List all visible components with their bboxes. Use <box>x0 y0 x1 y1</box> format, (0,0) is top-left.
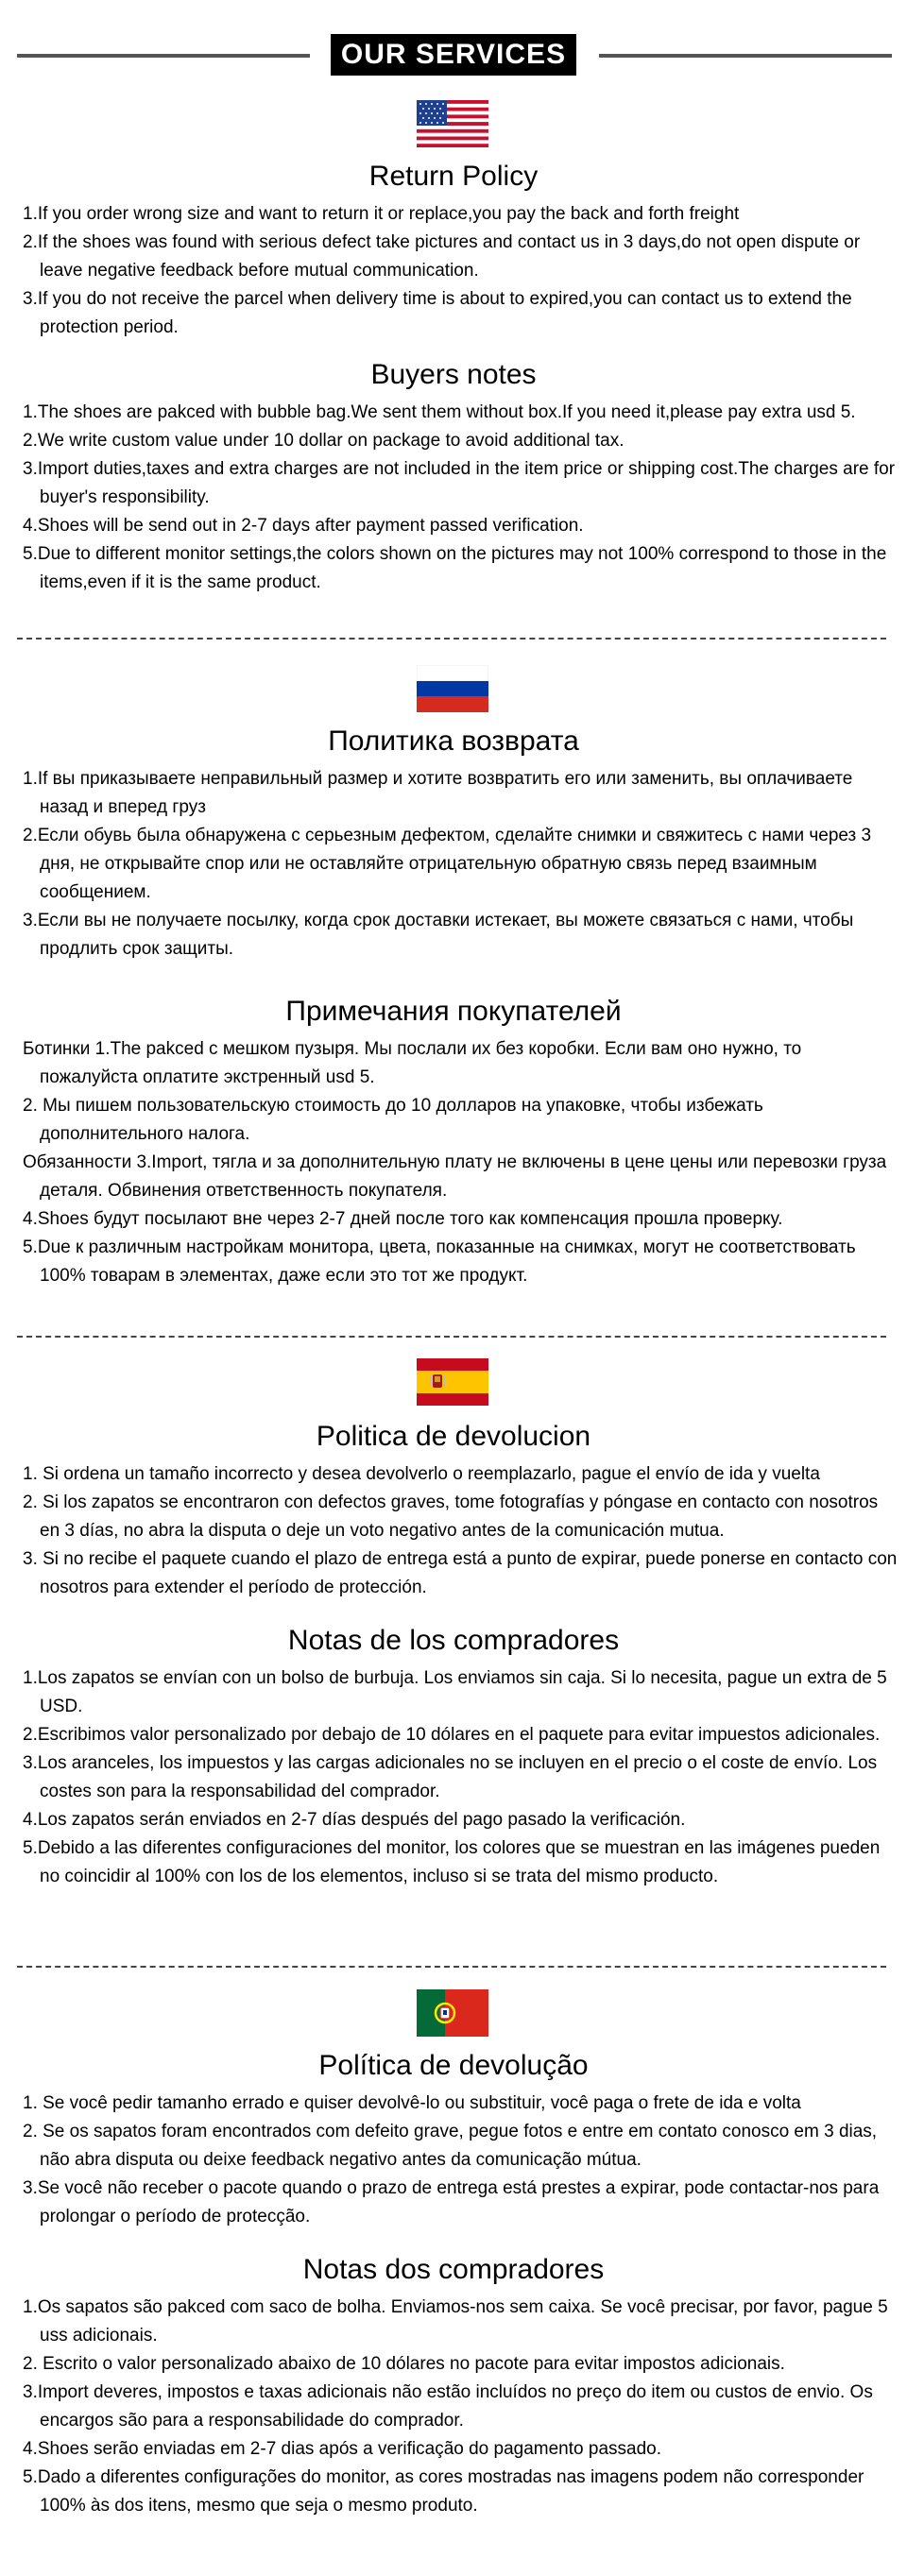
buyers-notes-list-es <box>23 1664 901 1891</box>
buyers-notes-title-pt: Notas dos compradores <box>302 2254 605 2285</box>
return-policy-list-pt <box>23 2090 901 2231</box>
russia-flag-icon <box>417 665 488 712</box>
list-item: 1.Los zapatos se envían con un bolso de burbuja. Los enviamos sin caja. Si lo necesita, pague un extra de 5 USD. <box>23 1668 887 1716</box>
buyers-notes-list-en <box>23 399 901 597</box>
services-header <box>0 34 907 76</box>
buyers-notes-list-ru <box>23 1035 901 1290</box>
return-policy-title-en: Return Policy <box>368 161 539 192</box>
header-rule-right <box>599 54 892 58</box>
buyers-notes-title-en: Buyers notes <box>370 359 537 390</box>
list-item: 1. Se você pedir tamanho errado e quiser devolvê-lo ou substituir, você paga o frete de ida e volta <box>23 2093 801 2113</box>
list-item: 4.Shoes will be send out in 2-7 days after payment passed verification. <box>23 516 584 536</box>
list-item: 5.Due to different monitor settings,the colors shown on the pictures may not 100% correspond to those in the items,even if it is the same product. <box>23 544 887 592</box>
list-item: 2. Escrito o valor personalizado abaixo de 10 dólares no pacote para evitar impostos adicionais. <box>23 2354 785 2374</box>
list-item: 2.Escribimos valor personalizado por debajo de 10 dólares en el paquete para evitar impuestos adicionales. <box>23 1725 881 1745</box>
list-item: 5.Dado a diferentes configurações do monitor, as cores mostradas nas imagens podem não corresponder 100% às dos itens, mesmo que seja o mesmo produto. <box>23 2467 864 2516</box>
list-item: 2.If the shoes was found with serious defect take pictures and contact us in 3 days,do not open dispute or leave negative feedback before mutual communication. <box>23 232 861 281</box>
list-item: 2.Если обувь была обнаружена с серьезным дефектом, сделайте снимки и свяжитесь с нами через 3 дня, не открывайте спор или не оставляйте отрицательную обратную связь перед взаимным сообщением. <box>23 826 872 902</box>
return-policy-list-ru <box>23 765 901 964</box>
list-item: 1.Os sapatos são pakced com saco de bolha. Enviamos-nos sem caixa. Se você precisar, por favor, pague 5 uss adicionais. <box>23 2297 888 2346</box>
list-item: 3.If you do not receive the parcel when delivery time is about to expired,you can contact us to extend the protection period. <box>23 289 852 337</box>
return-policy-list-en <box>23 200 901 342</box>
list-item: 3.Import duties,taxes and extra charges are not included in the item price or shipping cost.The charges are for buyer's responsibility. <box>23 459 896 507</box>
return-policy-title-pt: Política de devolução <box>318 2050 589 2081</box>
list-item: Обязанности 3.Import, тягла и за дополнительную плату не включены в цене цены или перевозки груза деталя. Обвинения ответственность покупателя. <box>23 1152 887 1201</box>
list-item: Ботинки 1.The pakced с мешком пузыря. Мы послали их без коробки. Если вам оно нужно, то пожалуйста оплатите экстренный usd 5. <box>23 1039 802 1087</box>
list-item: 4.Shoes будут посылают вне через 2-7 дней после того как компенсация прошла проверку. <box>23 1209 783 1229</box>
list-item: 2. Мы пишем пользовательскую стоимость до 10 долларов на упаковке, чтобы избежать дополнительного налога. <box>23 1096 763 1144</box>
portugal-flag-icon <box>417 1989 488 2037</box>
return-policy-list-es <box>23 1460 901 1602</box>
return-policy-title-es: Politica de devolucion <box>316 1421 591 1452</box>
list-item: 3.Los aranceles, los impuestos y las cargas adicionales no se incluyen en el precio o el coste de envío. Los costes son para la responsabilidad del comprador. <box>23 1753 878 1801</box>
list-item: 2.We write custom value under 10 dollar on package to avoid additional tax. <box>23 431 625 451</box>
return-policy-title-ru: Политика возврата <box>328 725 579 757</box>
buyers-notes-title-es: Notas de los compradores <box>287 1625 620 1656</box>
list-item: 2. Si los zapatos se encontraron con defectos graves, tome fotografías y póngase en contacto con nosotros en 3 días, no abra la disputa o deje un voto negativo antes de la comunicación mutua. <box>23 1493 879 1541</box>
us-flag-icon <box>417 100 488 147</box>
list-item: 3.Если вы не получаете посылку, когда срок доставки истекает, вы можете связаться с нами, чтобы продлить срок защиты. <box>23 911 854 959</box>
list-item: 1.If you order wrong size and want to return it or replace,you pay the back and forth freight <box>23 204 740 224</box>
section-divider <box>17 638 886 640</box>
list-item: 5.Due к различным настройкам монитора, цвета, показанные на снимках, могут не соответствовать 100% товарам в элементах, даже если это тот же продукт. <box>23 1237 856 1286</box>
buyers-notes-list-pt <box>23 2294 901 2520</box>
header-rule-left <box>17 54 310 58</box>
list-item: 1.If вы приказываете неправильный размер и хотите возвратить его или заменить, вы оплачиваете назад и вперед груз <box>23 769 853 817</box>
list-item: 3.Import deveres, impostos e taxas adicionais não estão incluídos no preço do item ou custos de envio. Os encargos são para a responsabilidade do comprador. <box>23 2382 873 2431</box>
list-item: 1.The shoes are pakced with bubble bag.We sent them without box.If you need it,please pay extra usd 5. <box>23 402 856 422</box>
list-item: 3. Si no recibe el paquete cuando el plazo de entrega está a punto de expirar, puede ponerse en contacto con nosotros para extender el período de protección. <box>23 1549 898 1597</box>
spain-flag-icon <box>417 1358 488 1406</box>
list-item: 1. Si ordena un tamaño incorrecto y desea devolverlo o reemplazarlo, pague el envío de ida y vuelta <box>23 1464 820 1484</box>
services-title: OUR SERVICES <box>331 34 576 76</box>
buyers-notes-title-ru: Примечания покупателей <box>285 996 622 1027</box>
list-item: 5.Debido a las diferentes configuraciones del monitor, los colores que se muestran en las imágenes pueden no coincidir al 100% con los de los elementos, incluso si se trata del mismo producto. <box>23 1838 881 1886</box>
list-item: 4.Los zapatos serán enviados en 2-7 días después del pago pasado la verificación. <box>23 1810 686 1830</box>
list-item: 4.Shoes serão enviadas em 2-7 dias após a verificação do pagamento passado. <box>23 2439 661 2459</box>
section-divider <box>17 1336 886 1338</box>
list-item: 3.Se você não receber o pacote quando o prazo de entrega está prestes a expirar, pode contactar-nos para prolongar o período de protecção. <box>23 2178 880 2226</box>
list-item: 2. Se os sapatos foram encontrados com defeito grave, pegue fotos e entre em contato conosco em 3 dias, não abra disputa ou deixe feedback negativo antes da comunicação mútua. <box>23 2122 878 2170</box>
section-divider <box>17 1966 886 1968</box>
